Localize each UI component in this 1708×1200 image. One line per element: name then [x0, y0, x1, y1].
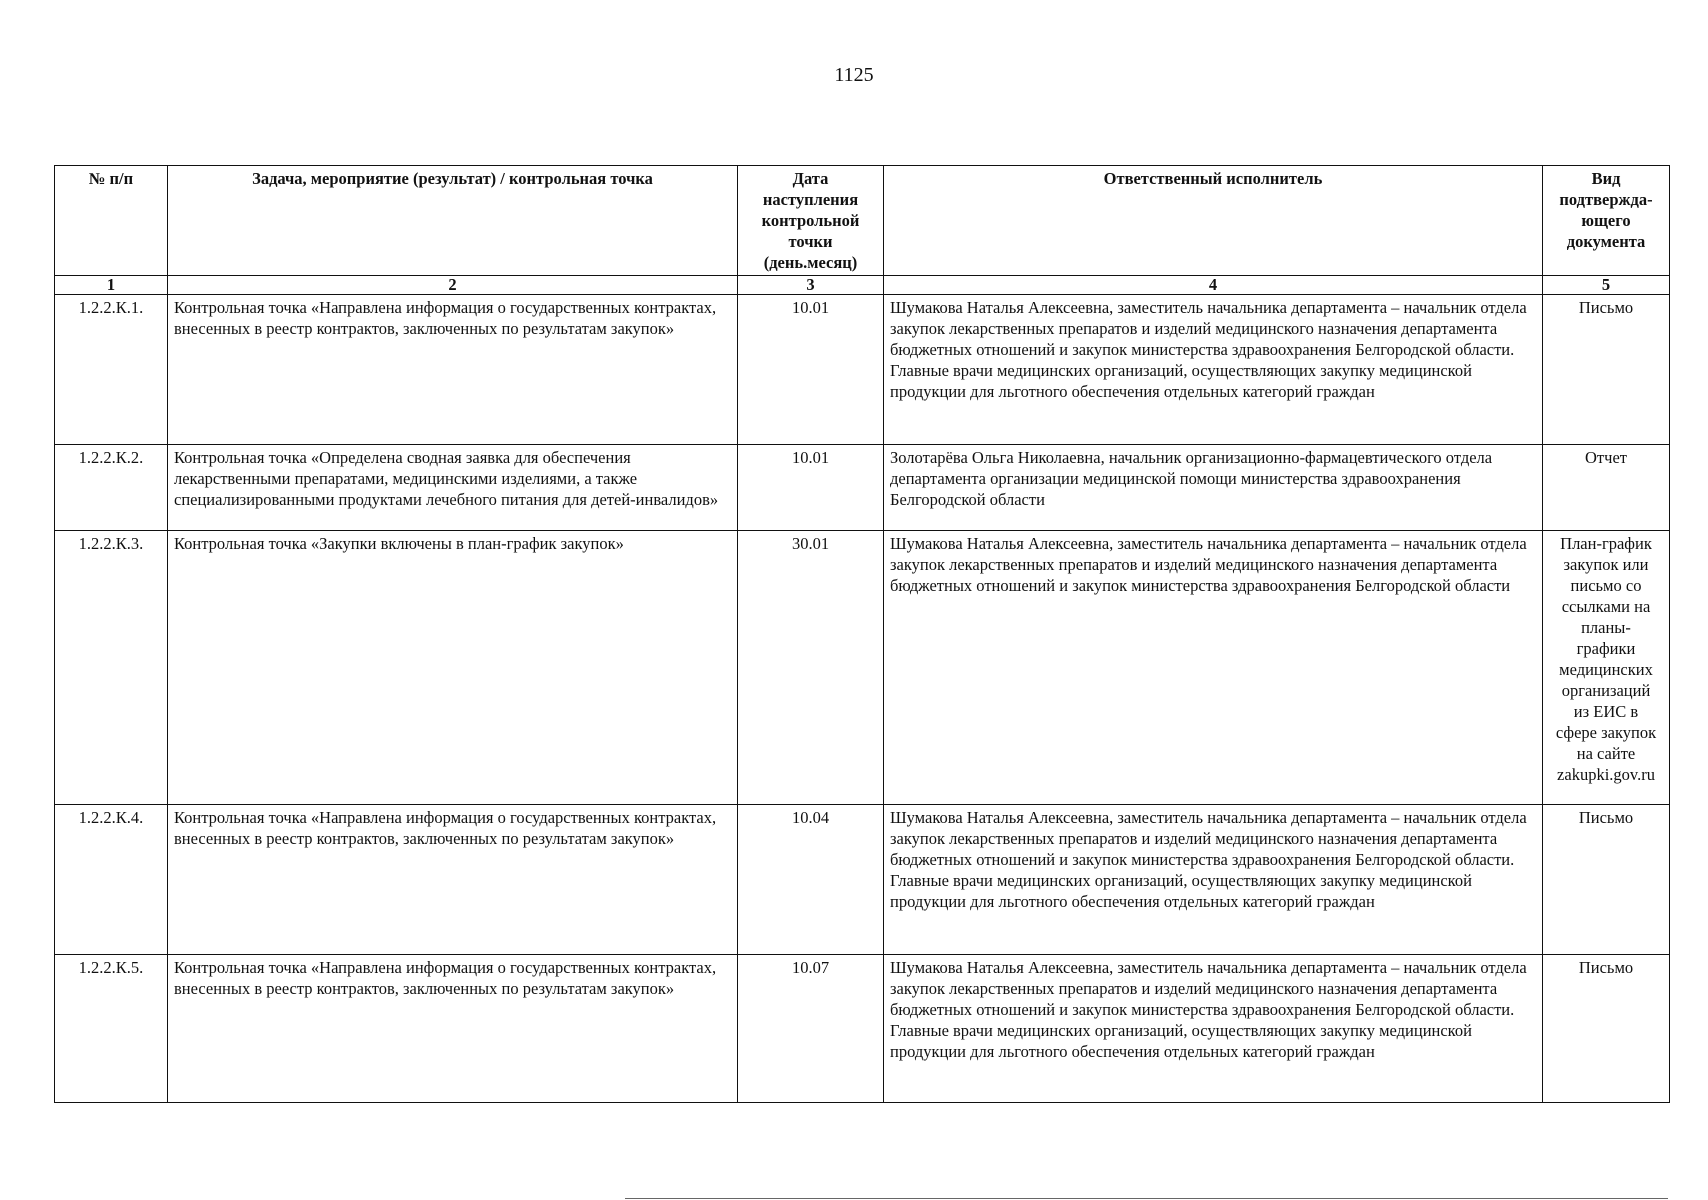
header-num: № п/п: [55, 166, 168, 276]
column-number: 5: [1543, 276, 1670, 295]
row-doc: Письмо: [1543, 295, 1670, 445]
row-responsible: Шумакова Наталья Алексеевна, заместитель начальника департамента – начальник отдела закупок лекарственных препаратов и изделий медицинского назначения департамента бюджетных отношений и закупок министерства здравоохранения Белгородской области. Главные врачи медицинских организаций, осуществляющих закупку медицинской продукции для льготного обеспечения отдельных категорий граждан: [884, 295, 1543, 445]
header-responsible: Ответственный исполнитель: [884, 166, 1543, 276]
row-responsible: Золотарёва Ольга Николаевна, начальник организационно-фармацевтического отдела департамента организации медицинской помощи министерства здравоохранения Белгородской области: [884, 445, 1543, 531]
header-date: Дата наступления контрольной точки (день.месяц): [738, 166, 884, 276]
row-task: Контрольная точка «Направлена информация о государственных контрактах, внесенных в реестр контрактов, заключенных по результатам закупок»: [168, 805, 738, 955]
row-task: Контрольная точка «Определена сводная заявка для обеспечения лекарственными препаратами, медицинскими изделиями, а также специализированными продуктами лечебного питания для детей-инвалидов»: [168, 445, 738, 531]
column-number: 1: [55, 276, 168, 295]
row-date: 10.04: [738, 805, 884, 955]
header-task: Задача, мероприятие (результат) / контрольная точка: [168, 166, 738, 276]
table-row: [55, 955, 1670, 1103]
row-task: Контрольная точка «Закупки включены в план-график закупок»: [168, 531, 738, 805]
table-row: [55, 531, 1670, 805]
control-points-table: [54, 165, 1670, 1103]
row-task: Контрольная точка «Направлена информация о государственных контрактах, внесенных в реестр контрактов, заключенных по результатам закупок»: [168, 955, 738, 1103]
row-number: 1.2.2.К.1.: [55, 295, 168, 445]
table-row: [55, 445, 1670, 531]
row-doc: Письмо: [1543, 805, 1670, 955]
column-number: 4: [884, 276, 1543, 295]
table-row: [55, 295, 1670, 445]
row-number: 1.2.2.К.4.: [55, 805, 168, 955]
row-date: 10.01: [738, 295, 884, 445]
column-number: 3: [738, 276, 884, 295]
row-task: Контрольная точка «Направлена информация о государственных контрактах, внесенных в реестр контрактов, заключенных по результатам закупок»: [168, 295, 738, 445]
row-number: 1.2.2.К.3.: [55, 531, 168, 805]
table-row: [55, 805, 1670, 955]
header-row: [55, 166, 1670, 276]
row-responsible: Шумакова Наталья Алексеевна, заместитель начальника департамента – начальник отдела закупок лекарственных препаратов и изделий медицинского назначения департамента бюджетных отношений и закупок министерства здравоохранения Белгородской области. Главные врачи медицинских организаций, осуществляющих закупку медицинской продукции для льготного обеспечения отдельных категорий граждан: [884, 805, 1543, 955]
row-doc: Отчет: [1543, 445, 1670, 531]
row-responsible: Шумакова Наталья Алексеевна, заместитель начальника департамента – начальник отдела закупок лекарственных препаратов и изделий медицинского назначения департамента бюджетных отношений и закупок министерства здравоохранения Белгородской области. Главные врачи медицинских организаций, осуществляющих закупку медицинской продукции для льготного обеспечения отдельных категорий граждан: [884, 955, 1543, 1103]
column-number: 2: [168, 276, 738, 295]
row-doc: План-график закупок или письмо со ссылками на планы-графики медицинских организаций из ЕИС в сфере закупок на сайте zakupki.gov.ru: [1543, 531, 1670, 805]
row-date: 30.01: [738, 531, 884, 805]
row-number: 1.2.2.К.5.: [55, 955, 168, 1103]
page-number: 1125: [834, 64, 874, 86]
row-doc: Письмо: [1543, 955, 1670, 1103]
scan-edge-line: [625, 1198, 1668, 1199]
header-doc: Вид подтвержда-ющего документа: [1543, 166, 1670, 276]
row-responsible: Шумакова Наталья Алексеевна, заместитель начальника департамента – начальник отдела закупок лекарственных препаратов и изделий медицинского назначения департамента бюджетных отношений и закупок министерства здравоохранения Белгородской области: [884, 531, 1543, 805]
column-number-row: [55, 276, 1670, 295]
row-number: 1.2.2.К.2.: [55, 445, 168, 531]
row-date: 10.07: [738, 955, 884, 1103]
row-date: 10.01: [738, 445, 884, 531]
